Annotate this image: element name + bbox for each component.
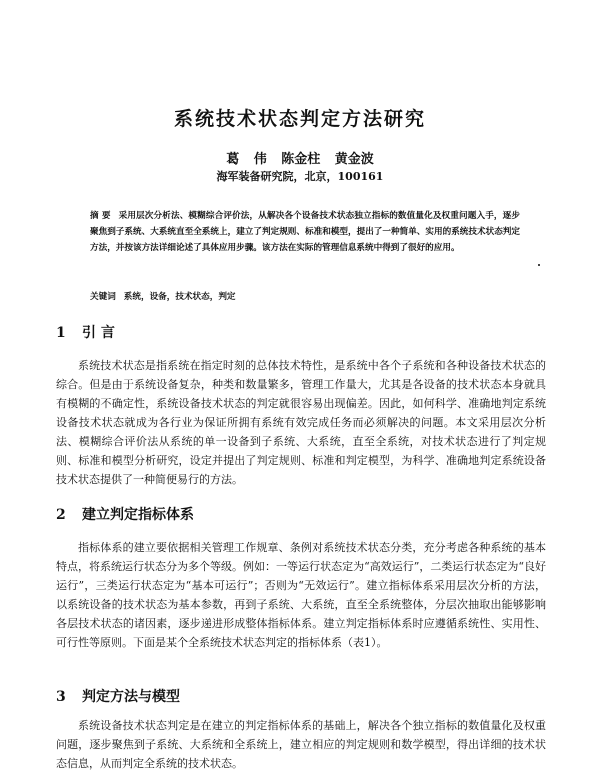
section-title: 引 言 [82, 325, 115, 341]
author-list: 葛 伟 陈金柱 黄金波 [226, 152, 374, 167]
keywords-label: 关键词 [90, 292, 116, 302]
section-heading-1 [56, 322, 115, 342]
keywords [90, 290, 520, 302]
section-1-paragraph: 系统技术状态是指系统在指定时刻的总体技术特性，是系统中各个子系统和各种设备技术状态的综合。但是由于系统设备复杂，种类和数量繁多，管理工作量大，尤其是各设备的技术状态本身就具有模糊的不确定性，系统设备技术状态的判定就很容易出现偏差。因此，如何科学、准确地判定系统设备技术状态就成为各行业为保证所拥有系统有效完成任务而必须解决的问题。本文采用层次分析法、模糊综合评价法从系统的单一设备到子系统、大系统，直至全系统，对技术状态进行了判定规则、标准和模型分析研究，设定并提出了判定规则、标准和判定模型，为科学、准确地判定系统设备技术状态提供了一种简便易行的方法。 [56, 359, 546, 486]
section-title: 建立判定指标体系 [82, 507, 194, 523]
abstract-text: 采用层次分析法、模糊综合评价法，从解决各个设备技术状态独立指标的数值量化及权重问题入手，逐步聚焦到子系统、大系统直至全系统上，建立了判定规则、标准和模型，提出了一种简单、实用的系统技术状态判定方法，并按该方法详细论述了具体应用步骤。该方法在实际的管理信息系统中得到了很好的应用。 [90, 211, 520, 254]
section-heading-2 [56, 504, 194, 524]
abstract [90, 208, 520, 257]
section-number: 2 [56, 507, 66, 523]
keywords-text: 系统，设备，技术状态，判定 [123, 292, 236, 302]
section-3-paragraph: 系统设备技术状态判定是在建立的判定指标体系的基础上，解决各个独立指标的数值量化及权重问题，逐步聚焦到子系统、大系统和全系统上，建立相应的判定规则和数学模型，得出详细的技术状态信息，从而判定全系统的技术状态。 [56, 719, 546, 770]
paper-title: 系统技术状态判定方法研究 [173, 108, 426, 130]
section-number: 3 [56, 689, 66, 705]
section-2-paragraph: 指标体系的建立要依据相关管理工作规章、条例对系统技术状态分类，充分考虑各种系统的基本特点，将系统运行状态分为多个等级。例如：一等运行状态定为“高效运行”，二类运行状态定为“良好运行”，三类运行状态定为“基本可运行”；否则为“无效运行”。建立指标体系采用层次分析的方法，以系统设备的技术状态为基本参数，再到子系统、大系统，直至全系统整体，分层次抽取出能够影响各层技术状态的诸因素，逐步递进形成整体指标体系。建立判定指标体系时应遵循系统性、实用性、可行性等原则。下面是某个全系统技术状态判定的指标体系（表1）。 [56, 541, 546, 649]
section-number: 1 [56, 325, 66, 341]
affiliation: 海军装备研究院，北京，100161 [216, 170, 384, 183]
abstract-label: 摘 要 [90, 211, 111, 221]
section-heading-3 [56, 686, 180, 706]
section-title: 判定方法与模型 [82, 689, 180, 705]
margin-mark [538, 264, 540, 266]
